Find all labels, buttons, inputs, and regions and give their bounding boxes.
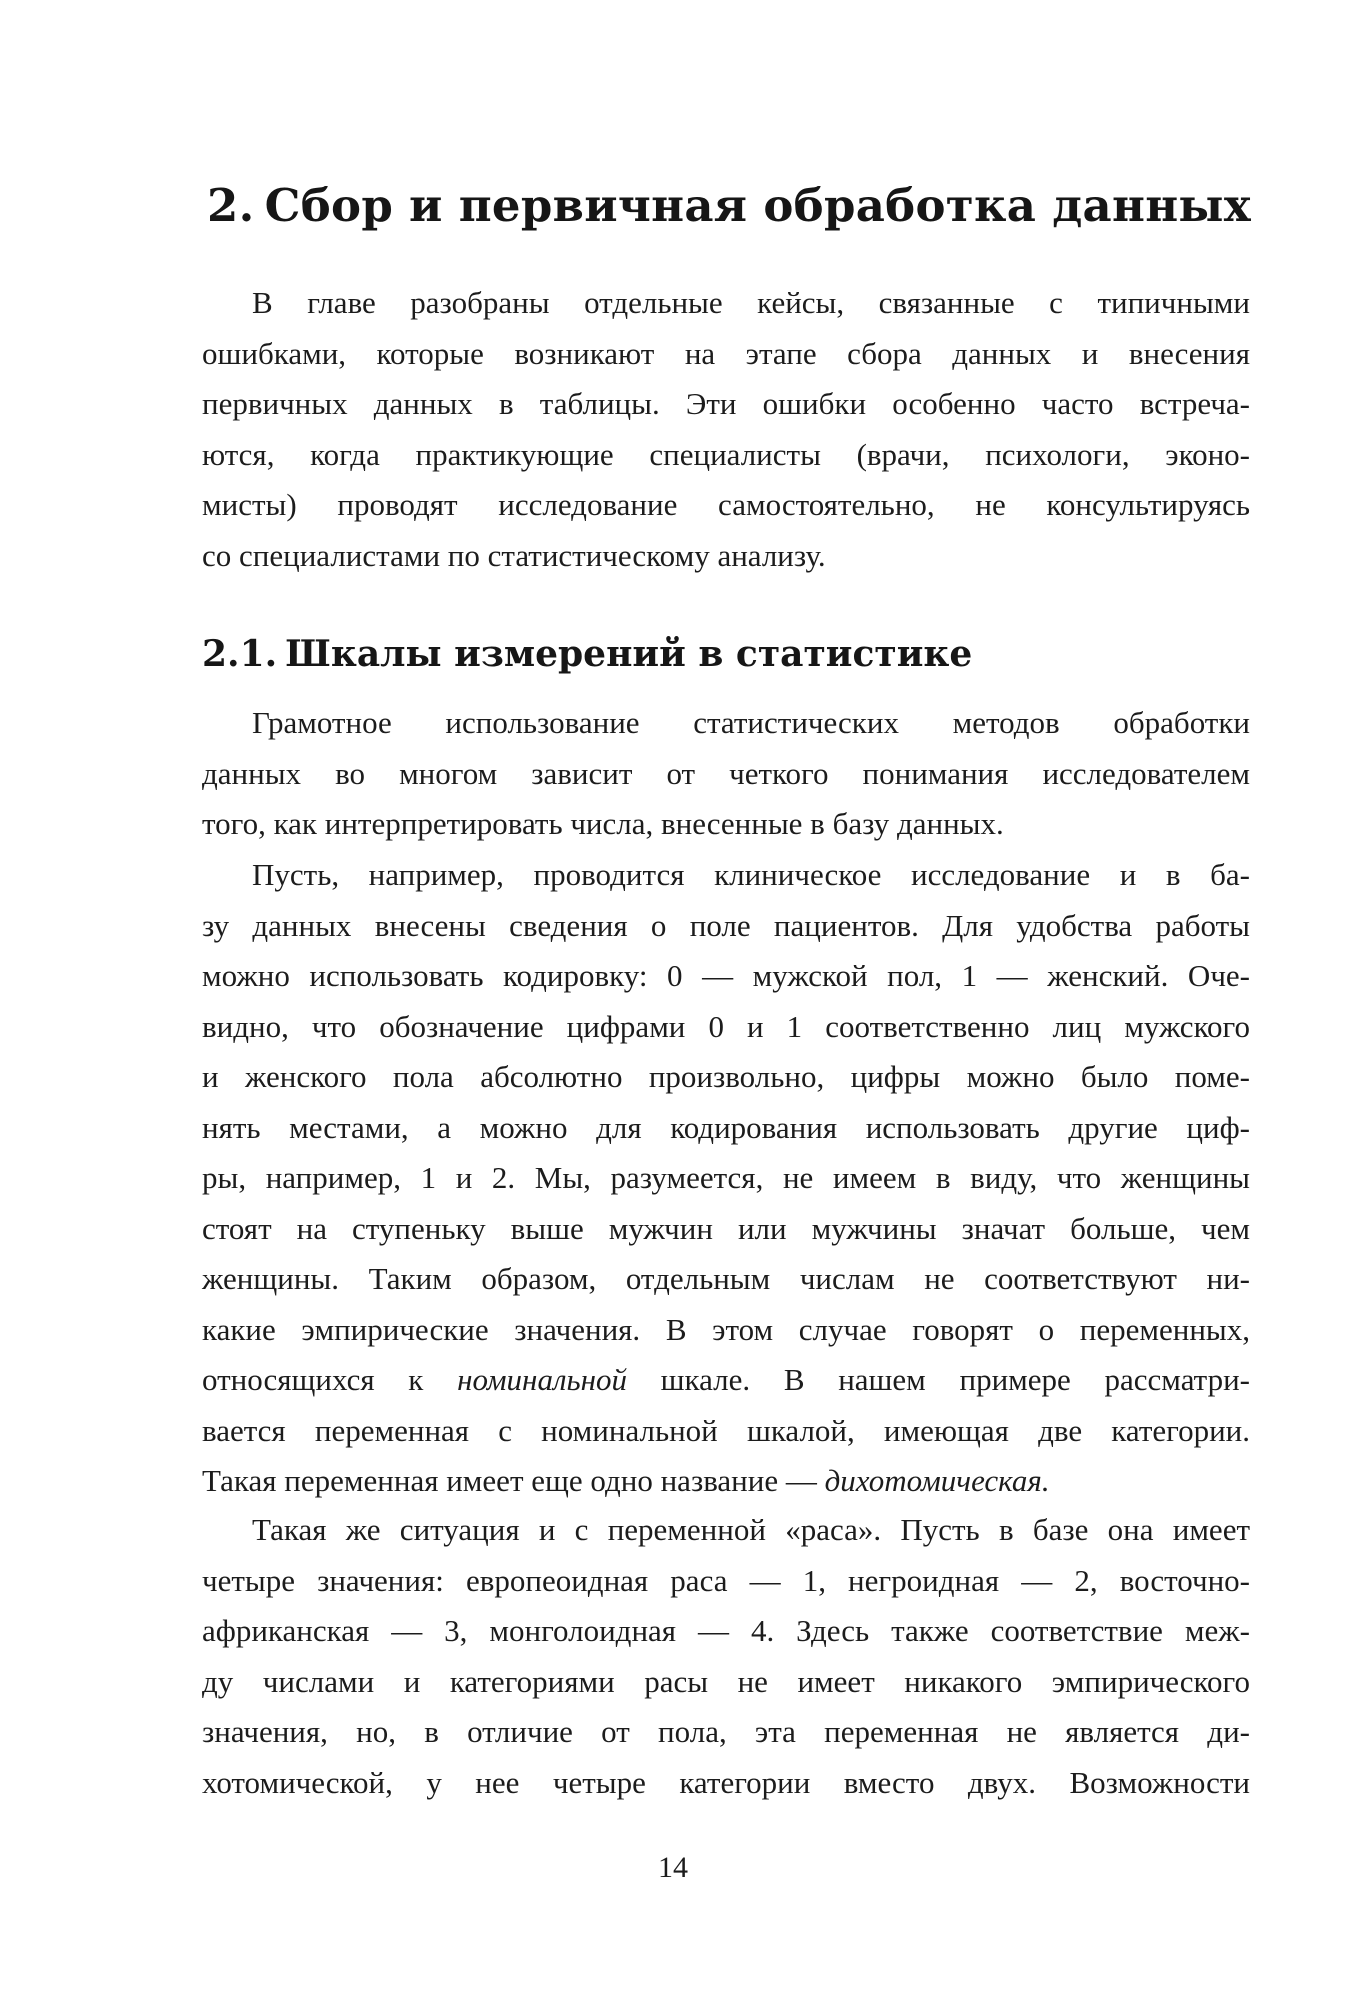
- text-line: [202, 1456, 1250, 1507]
- section-title: [202, 630, 972, 678]
- section-number: 2.1.: [202, 633, 278, 675]
- text-line: данных во многом зависит от четкого понимания исследователем: [202, 755, 1250, 791]
- text-fragment: шкале. В нашем примере рассматри-: [660, 1362, 1251, 1397]
- text-line: Такая же ситуация и с переменной «раса». Пусть в базе она имеет: [252, 1512, 1250, 1547]
- term-nominal: номинальной: [457, 1362, 627, 1397]
- text-line: нять местами, а можно для кодирования использовать другие циф-: [202, 1109, 1250, 1145]
- text-line: можно использовать кодировку: 0 — мужской пол, 1 — женский. Оче-: [202, 958, 1250, 993]
- paragraph-measurement-scales: [202, 698, 1250, 850]
- page-number: 14: [658, 1851, 688, 1884]
- text-line: [202, 1355, 1250, 1406]
- text-line: первичных данных в таблицы. Эти ошибки особенно часто встреча-: [202, 386, 1250, 421]
- text-line: ду числами и категориями расы не имеет никакого эмпирического: [202, 1663, 1250, 1699]
- text-line: зу данных внесены сведения о поле пациентов. Для удобства работы: [202, 907, 1250, 943]
- text-line: какие эмпирические значения. В этом случае говорят о переменных,: [202, 1311, 1250, 1347]
- text-line: стоят на ступеньку выше мужчин или мужчины значат больше, чем: [202, 1210, 1250, 1246]
- text-line: В главе разобраны отдельные кейсы, связанные с типичными: [252, 285, 1250, 320]
- text-line: мисты) проводят исследование самостоятельно, не консультируясь: [202, 487, 1250, 522]
- chapter-title: [207, 178, 1251, 234]
- text-fragment: относящихся к: [202, 1362, 424, 1397]
- text-line: ошибками, которые возникают на этапе сбора данных и внесения: [202, 335, 1250, 371]
- text-line: Пусть, например, проводится клиническое исследование и в ба-: [252, 857, 1250, 892]
- text-line: со специалистами по статистическому анализу.: [202, 537, 826, 573]
- paragraph-nominal-scale: [202, 850, 1250, 1507]
- section-title-text: Шкалы измерений в статистике: [285, 633, 973, 675]
- text-line: Грамотное использование статистических методов обработки: [252, 705, 1250, 740]
- text-line: ются, когда практикующие специалисты (врачи, психологи, эконо-: [202, 436, 1250, 472]
- text-fragment: Такая переменная имеет еще одно название —: [202, 1463, 817, 1498]
- chapter-title-text: Сбор и первичная обработка данных: [264, 179, 1251, 232]
- chapter-intro-paragraph: [202, 278, 1250, 581]
- term-dichotomous: дихотомическая.: [824, 1463, 1050, 1498]
- text-line: хотомической, у нее четыре категории вместо двух. Возможности: [202, 1764, 1250, 1800]
- chapter-number: 2.: [207, 179, 255, 232]
- text-line: вается переменная с номинальной шкалой, имеющая две категории.: [202, 1412, 1250, 1448]
- paragraph-race-variable: [202, 1505, 1250, 1808]
- text-line: четыре значения: европеоидная раса — 1, негроидная — 2, восточно-: [202, 1562, 1250, 1598]
- text-line: женщины. Таким образом, отдельным числам не соответствуют ни-: [202, 1261, 1250, 1296]
- text-line: видно, что обозначение цифрами 0 и 1 соответственно лиц мужского: [202, 1008, 1250, 1044]
- text-line: значения, но, в отличие от пола, эта переменная не является ди-: [202, 1714, 1250, 1749]
- text-line: африканская — 3, монголоидная — 4. Здесь также соответствие меж-: [202, 1613, 1250, 1648]
- text-line: и женского пола абсолютно произвольно, цифры можно было поме-: [202, 1059, 1250, 1094]
- text-line: того, как интерпретировать числа, внесенные в базу данных.: [202, 806, 1004, 841]
- text-line: ры, например, 1 и 2. Мы, разумеется, не имеем в виду, что женщины: [202, 1160, 1250, 1195]
